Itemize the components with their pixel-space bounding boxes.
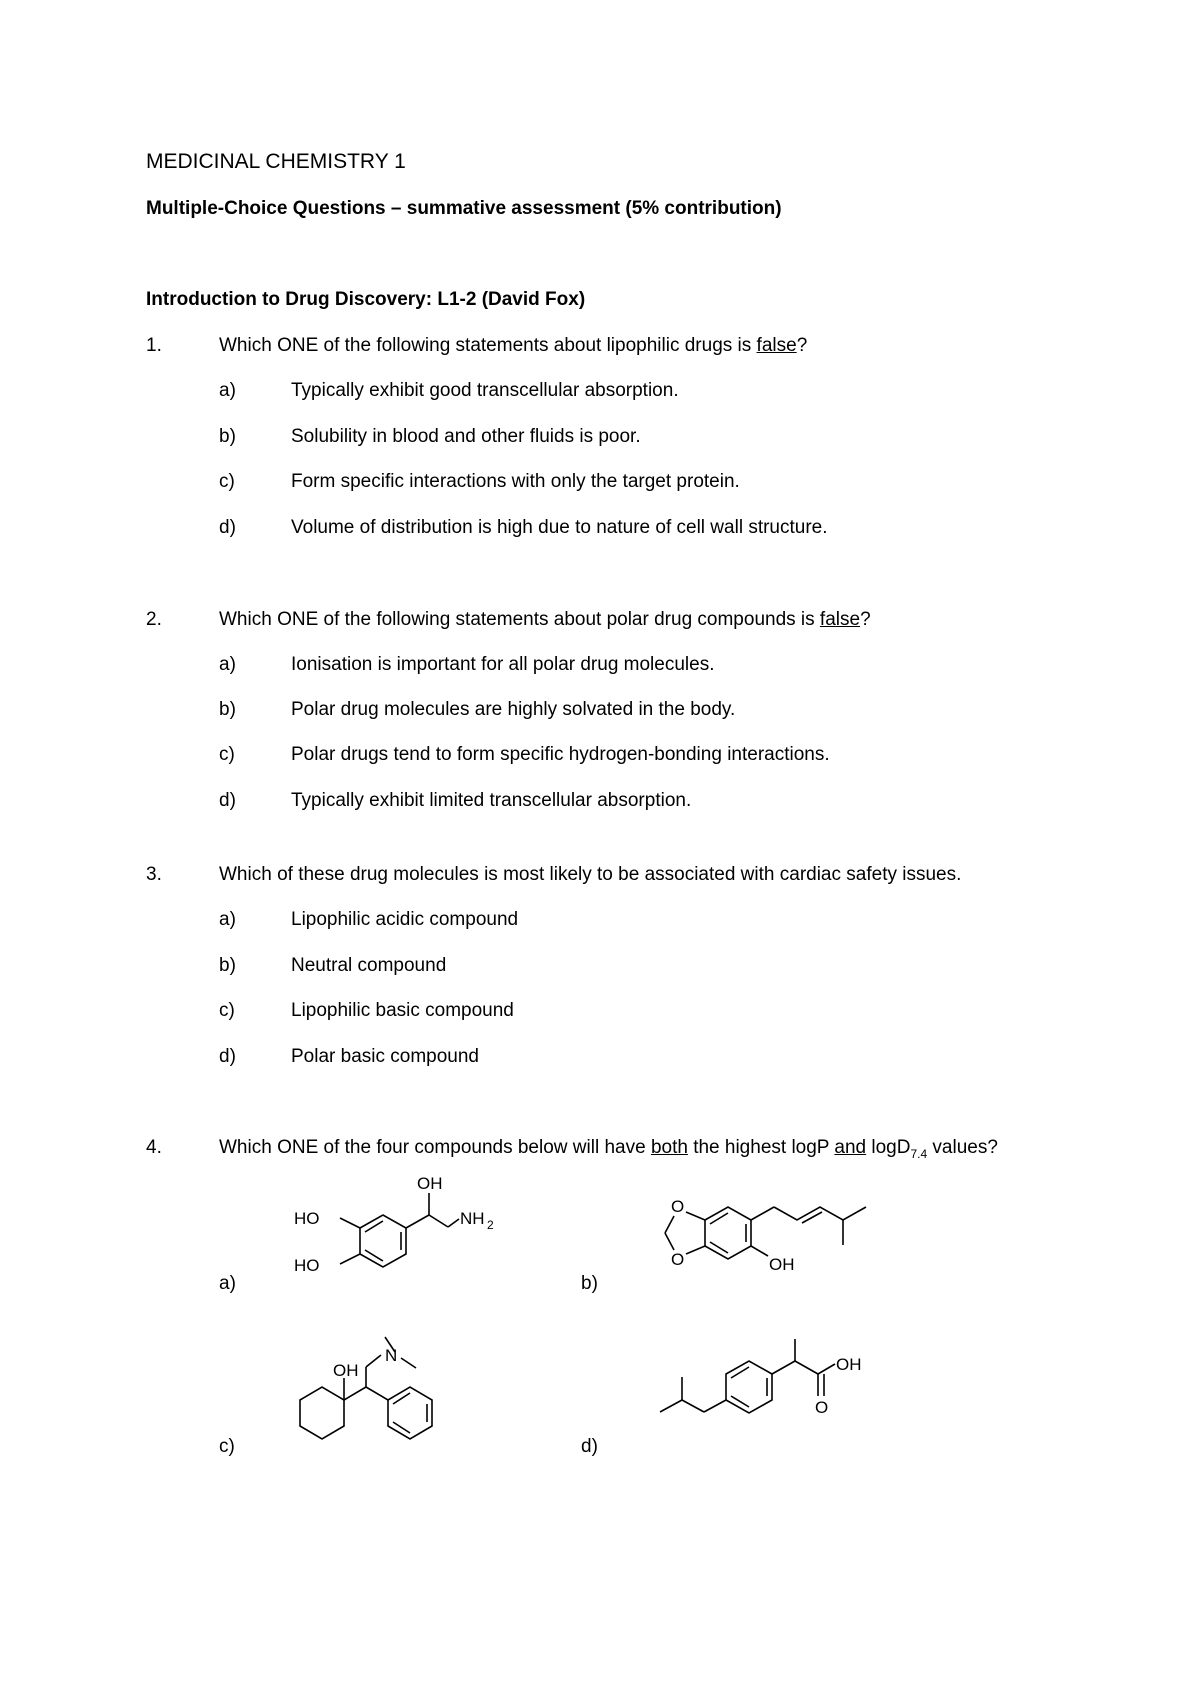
option-text: Typically exhibit good transcellular absorption. (291, 380, 679, 401)
option-text: Polar basic compound (291, 1046, 479, 1067)
bond (340, 1254, 360, 1264)
option-letter: d) (219, 517, 236, 538)
bond (686, 1246, 705, 1254)
atom-label: O (671, 1250, 685, 1269)
option-letter: c) (219, 471, 235, 492)
option-letter: d) (219, 790, 236, 811)
question-number: 1. (146, 335, 162, 356)
question-text: Which of these drug molecules is most likely to be associated with cardiac safety issues. (219, 864, 962, 885)
option-letter: b) (219, 426, 236, 447)
bond (366, 1387, 388, 1400)
option-letter: b) (219, 699, 236, 720)
benzene-ring (388, 1387, 432, 1439)
bond (344, 1387, 366, 1400)
question-number: 3. (146, 864, 162, 885)
bond (751, 1207, 774, 1220)
option-letter: a) (219, 654, 236, 675)
atom-label: NH (460, 1209, 485, 1228)
atom-label: OH (333, 1361, 359, 1380)
double-bond (365, 1250, 383, 1261)
bond (448, 1219, 459, 1227)
option-text: Polar drugs tend to form specific hydrogen-bonding interactions. (291, 744, 830, 765)
atom-label: N (385, 1346, 398, 1365)
bond (665, 1233, 674, 1250)
option-letter: a) (219, 909, 236, 930)
bond (366, 1355, 381, 1367)
option-text: Form specific interactions with only the target protein. (291, 471, 740, 492)
benzene-ring (726, 1361, 772, 1413)
option-letter: c) (219, 1000, 235, 1021)
option-text: Volume of distribution is high due to nature of cell wall structure. (291, 517, 828, 538)
question-number: 2. (146, 609, 162, 630)
double-bond (731, 1367, 749, 1378)
bond (340, 1218, 360, 1228)
option-text: Lipophilic acidic compound (291, 909, 519, 930)
structure-b (650, 1170, 900, 1290)
atom-label: O (815, 1398, 829, 1417)
question-text: Which ONE of the following statements about polar drug compounds is false? (219, 609, 871, 630)
option-letter: d) (219, 1046, 236, 1067)
bond (818, 1364, 835, 1374)
bond (406, 1215, 429, 1228)
structure-c (285, 1310, 485, 1460)
structure-d (650, 1345, 910, 1455)
atom-label: HO (294, 1209, 320, 1228)
atom-label: OH (417, 1174, 443, 1193)
option-letter: c) (219, 1436, 235, 1457)
bond (429, 1215, 448, 1227)
bond (772, 1361, 795, 1374)
option-letter: d) (581, 1436, 598, 1457)
double-bond (365, 1221, 383, 1232)
option-letter: b) (219, 955, 236, 976)
section-heading: Introduction to Drug Discovery: L1-2 (David Fox) (146, 289, 586, 310)
option-letter: c) (219, 744, 235, 765)
benzene-ring (360, 1215, 406, 1267)
question-number: 4. (146, 1137, 162, 1158)
document-title: MEDICINAL CHEMISTRY 1 (146, 150, 406, 173)
atom-label: OH (769, 1255, 795, 1274)
double-bond (710, 1242, 728, 1253)
double-bond (802, 1212, 822, 1223)
bond (795, 1361, 818, 1374)
option-letter: a) (219, 1273, 236, 1294)
bond (660, 1400, 682, 1412)
cyclohexane-ring (300, 1387, 344, 1439)
double-bond (731, 1396, 749, 1407)
bond (751, 1246, 768, 1256)
option-text: Solubility in blood and other fluids is poor. (291, 426, 641, 447)
bond (665, 1216, 674, 1233)
option-letter: a) (219, 380, 236, 401)
bond (686, 1212, 705, 1220)
structure-a (280, 1175, 510, 1295)
question-text: Which ONE of the four compounds below will have both the highest logP and logD$_{7.4}$ values? (219, 1137, 998, 1161)
document-subtitle: Multiple-Choice Questions – summative assessment (5% contribution) (146, 198, 782, 219)
double-bond (710, 1213, 728, 1224)
option-text: Polar drug molecules are highly solvated in the body. (291, 699, 736, 720)
atom-label-subscript: 2 (487, 1218, 494, 1232)
option-text: Ionisation is important for all polar drug molecules. (291, 654, 715, 675)
question-text: Which ONE of the following statements about lipophilic drugs is false? (219, 335, 808, 356)
option-text: Typically exhibit limited transcellular absorption. (291, 790, 692, 811)
bond (704, 1400, 726, 1412)
option-letter: b) (581, 1273, 598, 1294)
atom-label: OH (836, 1355, 862, 1374)
benzene-ring (705, 1207, 751, 1259)
option-text: Neutral compound (291, 955, 447, 976)
bond (401, 1358, 416, 1368)
atom-label: HO (294, 1256, 320, 1275)
bond (682, 1400, 704, 1412)
atom-label: O (671, 1197, 685, 1216)
option-text: Lipophilic basic compound (291, 1000, 514, 1021)
